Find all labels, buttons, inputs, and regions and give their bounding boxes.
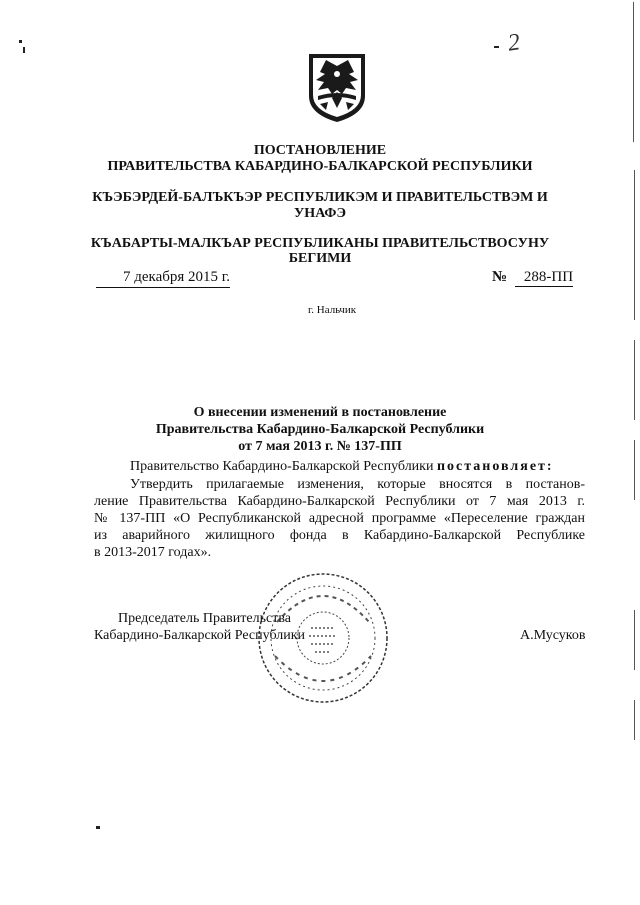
- body-line: ление Правительства Кабардино-Балкарской Республики от 7 мая 2013 г.: [94, 494, 585, 509]
- resolution-intro: [130, 458, 554, 475]
- resolution-title-line3: от 7 мая 2013 г. № 137-ПП: [238, 439, 402, 454]
- scan-speck: [96, 826, 100, 829]
- kabardian-header-line1: КЪЭБЭРДЕЙ-БАЛЪКЪЭР РЕСПУБЛИКЭМ И ПРАВИТЕЛЬСТВЭМ И: [92, 190, 548, 205]
- document-date: 7 декабря 2015 г.: [123, 269, 230, 285]
- scan-speck: [23, 47, 25, 53]
- resolution-title-line2: Правительства Кабардино-Балкарской Республики: [155, 422, 485, 437]
- document-number: 288-ПП: [515, 269, 573, 287]
- handwritten-mark: 2: [506, 29, 522, 57]
- signatory-name: А.Мусуков: [520, 628, 586, 643]
- body-line: из аварийного жилищного фонда в Кабардино-Балкарской Республике: [94, 528, 585, 543]
- scan-edge-line: [633, 2, 634, 142]
- number-field: [492, 268, 584, 288]
- scan-speck: [494, 46, 499, 48]
- scan-edge-line: [634, 700, 635, 740]
- signatory-position-line1: Председатель Правительства: [118, 611, 291, 626]
- resolves-word: постановляет:: [436, 459, 554, 474]
- balkar-header-line2: БЕГИМИ: [288, 251, 352, 266]
- body-line: Утвердить прилагаемые изменения, которые вносятся в постанов-: [130, 477, 585, 492]
- scan-edge-line: [634, 610, 635, 670]
- resolution-title-line1: О внесении изменений в постановление: [193, 405, 447, 420]
- scan-speck: [19, 40, 22, 43]
- number-sign: №: [492, 269, 508, 285]
- intro-text: Правительство Кабардино-Балкарской Республики: [130, 459, 437, 474]
- kabardian-header-line2: УНАФЭ: [294, 206, 346, 221]
- city-name: г. Нальчик: [308, 304, 357, 316]
- body-line: в 2013-2017 годах».: [94, 545, 212, 560]
- balkar-header-line1: КЪАБАРТЫ-МАЛКЪАР РЕСПУБЛИКАНЫ ПРАВИТЕЛЬСТВОСУНУ: [90, 236, 550, 251]
- date-field: [96, 268, 230, 288]
- body-line: № 137-ПП «О Республиканской адресной программе «Переселение граждан: [94, 511, 585, 526]
- signatory-position-line2: Кабардино-Балкарской Республики: [94, 628, 305, 643]
- document-type-title: ПОСТАНОВЛЕНИЕ: [253, 143, 387, 158]
- coat-of-arms-emblem: [306, 52, 368, 124]
- issuer-title: ПРАВИТЕЛЬСТВА КАБАРДИНО-БАЛКАРСКОЙ РЕСПУБЛИКИ: [107, 159, 533, 174]
